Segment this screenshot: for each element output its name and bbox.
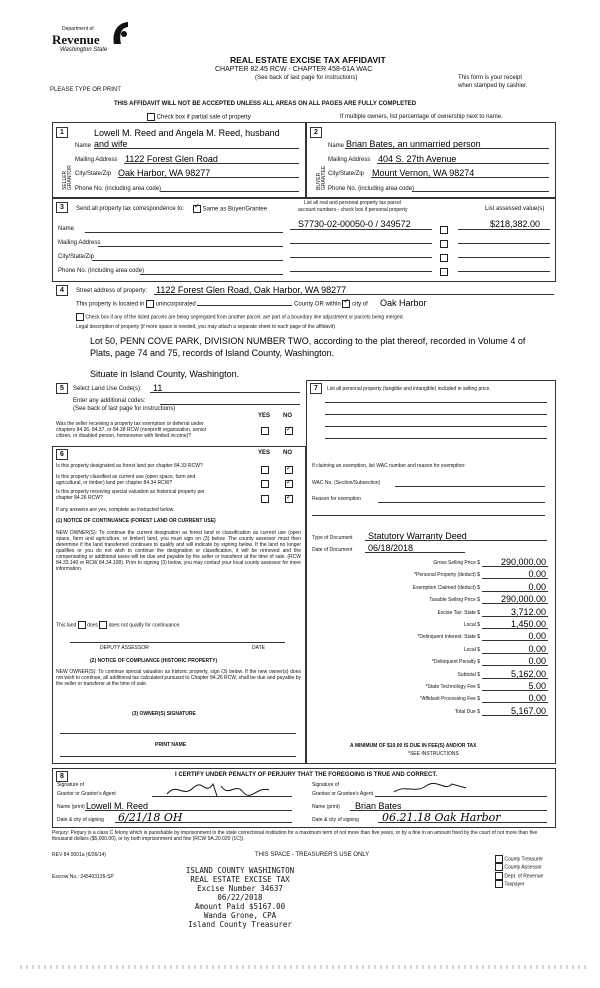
s5-no: NO (283, 413, 292, 419)
section-5-number: 5 (56, 383, 68, 394)
money-value-5[interactable]: 1,450.00 (510, 619, 546, 629)
treasurer-stamp (160, 866, 320, 929)
copy-assessor-label: County Assessor (504, 864, 542, 871)
section-3-number: 3 (56, 202, 68, 213)
money-value-6[interactable]: 0.00 (528, 631, 546, 641)
please-type: PLEASE TYPE OR PRINT (50, 87, 121, 93)
property-city[interactable]: Oak Harbor (380, 298, 427, 308)
grantor-name-label: Name (print) (57, 804, 85, 810)
stamp-line-4: 06/22/2018 (217, 893, 263, 902)
s6-no: NO (283, 450, 292, 456)
grantee-name-label: Name (print) (312, 804, 340, 810)
section-6-number: 6 (56, 449, 68, 460)
money-label-5: Local $ (463, 622, 480, 628)
s6-q2-line1: Is this property classified as current use (open space, farm and (56, 474, 196, 480)
revision-number: REV 84 0001a (6/26/14) (52, 852, 106, 858)
print-name-label: PRINT NAME (155, 742, 187, 748)
grantee-name[interactable]: Brian Bates (355, 801, 402, 811)
section-7-number: 7 (310, 383, 322, 394)
s3-name-label: Name (58, 226, 75, 232)
seller-city[interactable]: Oak Harbor, WA 98277 (118, 168, 211, 178)
parcel-header-2: account numbers - check box if personal property (298, 207, 408, 213)
grantee-date-city[interactable]: 06.21.18 Oak Harbor (382, 811, 501, 824)
buyer-city-label: City/State/Zip (328, 171, 365, 177)
s6-q2-line2: agricultural, or timber) land per chapter 84.34 RCW? (56, 480, 173, 486)
send-correspondence-label: Send all property tax correspondence to: (76, 206, 185, 212)
grantee-signature (392, 780, 472, 798)
same-as-buyer-checkbox[interactable] (193, 205, 201, 213)
money-value-9[interactable]: 5,162.00 (510, 669, 546, 679)
s5-yes: YES (258, 413, 271, 419)
stamp-line-6: Wanda Grone, CPA (203, 911, 277, 920)
s6-q3-line1: Is this property receiving special valuation as historical property per (56, 489, 205, 495)
segregated-checkbox[interactable] (76, 313, 84, 321)
money-value-12[interactable]: 5,167.00 (510, 706, 546, 716)
money-value-4[interactable]: 3,712.00 (510, 607, 546, 617)
personal-property-checkbox-2[interactable] (440, 240, 448, 248)
money-label-2: Exemption Claimed (deduct) $ (412, 585, 480, 591)
stamp-line-2: REAL ESTATE EXCISE TAX (190, 875, 290, 884)
land-qualify-line (56, 621, 181, 629)
buyer-mail[interactable]: 404 S. 27th Avenue (378, 154, 457, 164)
seller-city-label: City/State/Zip (75, 171, 112, 177)
city-of-label: city of (352, 301, 368, 308)
doc-date[interactable]: 06/18/2018 (368, 543, 414, 553)
grantor-date-city[interactable]: 6/21/18 OH (118, 811, 183, 824)
parcel-number[interactable]: S7730-02-00050-0 / 349572 (298, 219, 411, 229)
s6-q2-no-checkbox[interactable] (285, 480, 293, 488)
seller-phone-label: Phone No. (including area code) (75, 186, 162, 192)
money-label-1: *Personal Property (deduct) $ (414, 572, 480, 578)
receipt-line1: This form is your receipt (458, 75, 523, 81)
s6-yes: YES (258, 450, 271, 456)
owner-signature-label: (3) OWNER(S) SIGNATURE (132, 711, 196, 717)
grantor-agent-label: Grantor or Grantor's Agent (57, 791, 116, 797)
money-label-12: Total Due $ (454, 709, 480, 715)
money-value-7[interactable]: 0.00 (528, 644, 546, 654)
s5-q-line2: chapters 84.36, 84.37, or 84.38 RCW (nonprofit organization, senior (56, 427, 207, 433)
copy-dor-label: Dept. of Revenue (504, 872, 544, 879)
doc-type-label: Type of Document (312, 535, 353, 541)
partial-sale-checkbox[interactable] (147, 113, 155, 121)
money-label-3: Taxable Selling Price $ (429, 597, 480, 603)
section-8-number: 8 (56, 771, 68, 782)
logo-line2: Revenue (52, 32, 100, 47)
seller-side-label: SELLER GRANTOR (62, 165, 73, 190)
grantor-signature (165, 780, 275, 800)
deputy-assessor-label: DEPUTY ASSESSOR (100, 645, 149, 651)
copy-assessor-checkbox[interactable] (495, 863, 503, 871)
money-label-8: *Delinquent Penalty $ (431, 659, 480, 665)
money-value-0[interactable]: 290,000.00 (500, 557, 546, 567)
county-or-label: County OR within (294, 301, 341, 308)
does-checkbox[interactable] (78, 621, 86, 629)
grantee-sig-label: Signature of (312, 782, 339, 788)
s5-q-line1: Was the seller receiving a property tax exemption or deferral under (56, 421, 204, 427)
segregated-line (76, 313, 556, 321)
doc-date-label: Date of Document (312, 547, 353, 553)
scan-noise-strip (20, 965, 590, 969)
grantor-date-label: Date & city of signing (57, 817, 104, 823)
s6-q1: Is this property designated as forest land per chapter 84.33 RCW? (56, 463, 203, 469)
doc-type[interactable]: Statutory Warranty Deed (368, 531, 467, 541)
street-label: Street address of property: (76, 288, 148, 294)
same-as-buyer-label: Same as Buyer/Grantee (202, 206, 268, 213)
s5-q-line3: citizen, or disabled person, homeowner with limited income)? (56, 433, 192, 439)
s3-mail-label: Mailing Address (58, 240, 101, 246)
form-title: REAL ESTATE EXCISE TAX AFFIDAVIT (230, 55, 386, 65)
located-line (76, 300, 368, 309)
multiple-owners-note: If multiple owners, list percentage of ownership next to name. (340, 114, 503, 120)
money-value-10[interactable]: 5.00 (528, 681, 546, 691)
s3-city-label: City/State/Zip (58, 254, 95, 260)
does-not-checkbox[interactable] (99, 621, 107, 629)
s6-q3-no-checkbox[interactable] (285, 495, 293, 503)
deputy-date-label: DATE (252, 645, 265, 651)
money-label-4: Excise Tax: State $ (437, 610, 480, 616)
buyer-city[interactable]: Mount Vernon, WA 98274 (372, 168, 475, 178)
see-instructions: *SEE INSTRUCTIONS (408, 751, 459, 757)
s6-q2 (56, 474, 195, 486)
copy-treasurer-checkbox[interactable] (495, 855, 503, 863)
money-label-0: Gross Selling Price $ (433, 560, 480, 566)
treasurer-use-only: THIS SPACE - TREASURER'S USE ONLY (255, 852, 370, 858)
money-label-9: Subtotal $ (457, 672, 480, 678)
segregated-label: Check box if any of the listed parcels are being segregated from another parcel, are part of a boundary line adjustment or parcels being merged. (85, 314, 404, 321)
exemption-claim-label: If claiming an exemption, list WAC number and reason for exemption: (312, 463, 466, 469)
copy-taxpayer-checkbox[interactable] (495, 880, 503, 888)
escrow-number: Escrow No.: 245403135-SP (52, 874, 114, 880)
grantee-agent-label: Grantee or Grantee's Agent (312, 791, 373, 797)
this-land-label: This land (56, 622, 77, 629)
seller-name-line2[interactable]: and wife (94, 139, 128, 149)
partial-sale (147, 113, 251, 122)
buyer-name-label: Name (328, 143, 345, 149)
personal-property-checkbox-3[interactable] (440, 254, 448, 262)
stamp-line-7: Island County Treasurer (188, 920, 292, 929)
notice1-title: (1) NOTICE OF CONTINUANCE (FOREST LAND OR CURRENT USE) (56, 518, 216, 524)
form-see-back: (See back of last page for instructions) (255, 75, 358, 81)
minimum-due: A MINIMUM OF $10.00 IS DUE IN FEE(S) AND/OR TAX (350, 743, 477, 749)
unincorporated-label: unincorporated (155, 301, 196, 308)
same-as-buyer (193, 205, 267, 214)
unincorporated-checkbox[interactable] (146, 300, 154, 308)
seller-mail-label: Mailing Address (75, 157, 118, 163)
notice2-title: (2) NOTICE OF COMPLIANCE (HISTORIC PROPERTY) (90, 658, 218, 664)
personal-property-checkbox-1[interactable] (440, 226, 448, 234)
section-4-number: 4 (56, 285, 68, 296)
money-value-8[interactable]: 0.00 (528, 656, 546, 666)
s6-if-yes: If any answers are yes, complete as instructed below. (56, 507, 175, 513)
s6-q2-yes-checkbox[interactable] (261, 480, 269, 488)
partial-sale-label: Check box if partial sale of property (156, 114, 251, 121)
buyer-name[interactable]: Brian Bates, an unmarried person (346, 139, 481, 149)
grantor-name[interactable]: Lowell M. Reed (86, 801, 149, 811)
money-label-6: *Delinquent Interest: State $ (417, 634, 480, 640)
copy-treasurer-label: County Treasurer (504, 856, 544, 863)
parcel-header-1: List all real and personal property tax parcel (304, 200, 401, 206)
seller-mail[interactable]: 1122 Forest Glen Road (125, 154, 218, 164)
legal-line3[interactable]: Situate in Island County, Washington. (90, 369, 240, 379)
money-label-10: *State Technology Fee $ (425, 684, 480, 690)
money-value-2[interactable]: 0.00 (528, 582, 546, 592)
certify-statement: I CERTIFY UNDER PENALTY OF PERJURY THAT THE FOREGOING IS TRUE AND CORRECT. (175, 772, 438, 778)
section-2-number: 2 (310, 127, 322, 138)
legal-label: Legal description of property (if more space is needed, you may attach a separate sheet to each page of the affidavit) (76, 324, 335, 330)
stamp-line-5: Amount Paid $5167.00 (194, 902, 286, 911)
money-label-11: *Affidavit Processing Fee $ (420, 696, 480, 702)
additional-codes-note: (See back of last page for instructions) (73, 406, 176, 412)
personal-property-label: List all personal property (tangible and intangible) included in selling price. (327, 386, 491, 392)
buyer-phone-label: Phone No. (including area code) (328, 186, 415, 192)
receipt-line2: when stamped by cashier. (458, 83, 528, 89)
logo-line1: Department of (62, 26, 94, 32)
additional-codes-label: Enter any additional codes: (73, 398, 146, 404)
s6-q1-no-checkbox[interactable] (285, 466, 293, 474)
reason-label: Reason for exemption (312, 496, 361, 502)
property-street[interactable]: 1122 Forest Glen Road, Oak Harbor, WA 98277 (156, 285, 347, 295)
land-use-code[interactable]: 11 (153, 383, 163, 393)
copy-dor-checkbox[interactable] (495, 872, 503, 880)
assessed-value[interactable]: $218,382.00 (490, 219, 541, 229)
grantor-sig-label: Signature of (57, 782, 84, 788)
copy-distribution (495, 855, 543, 888)
buyer-mail-label: Mailing Address (328, 157, 371, 163)
land-use-label: Select Land Use Code(s): (73, 386, 142, 392)
notice2-body: NEW OWNER(S): To continue special valuation as historic property, sign (3) below. If the new owner(s) does not wish to continue, all additional tax calculated pursuant to Chapter 84.26 RCW, shall be due and payable by the seller or transferor at the time of sale. (56, 669, 301, 687)
does-not-label: does not qualify for continuance. (108, 622, 181, 629)
copy-taxpayer-label: Taxpayer (504, 881, 525, 888)
s3-phone-label: Phone No. (including area code) (58, 268, 145, 274)
assessed-header: List assessed value(s) (485, 206, 545, 212)
buyer-side-label: BUYER GRANTEE (316, 165, 327, 190)
stamp-line-1: ISLAND COUNTY WASHINGTON (185, 866, 295, 875)
s6-q3-yes-checkbox[interactable] (261, 495, 269, 503)
s5-question (56, 421, 256, 439)
wac-label: WAC No. (Section/Subsection) (312, 480, 381, 486)
notice1-body: NEW OWNER(S): To continue the current designation as forest land or classification as current use (open space, farm and agriculture, or timber) land, you must sign on (3) below. The county assessor must then determine if the land transferred continues to qualify and will indicate by signing below. If the land no longer qualifies or you do not wish to continue the designation or classification, it will be removed and the compensating or additional taxes will be due and payable by the seller or transferor at the time of sale. (RCW 84.33.140 or RCW 84.34.108). Prior to signing (3) below, you may contact your local county assessor for more information. (56, 530, 301, 572)
grantee-date-label: Date & city of signing (312, 817, 359, 823)
s6-q3 (56, 489, 205, 501)
section-1-number: 1 (56, 127, 68, 138)
money-value-11[interactable]: 0.00 (528, 693, 546, 703)
logo-line3: Washington State (60, 47, 108, 53)
seller-name-line1[interactable]: Lowell M. Reed and Angela M. Reed, husband (94, 128, 280, 138)
legal-line2[interactable]: Plats, page 74 and 75, records of Island County, Washington. (90, 348, 335, 358)
perjury-notice: Perjury: Perjury is a class C felony which is punishable by imprisonment in the state correctional institution for a maximum term of not more than five years, or by a fine in an amount fixed by the court of not more than five thousand dollars ($5,000.00), or by both imprisonment and fine (RCW 9A.20.020 (1C)). (52, 830, 538, 842)
stamp-line-3: Excise Number 34637 (197, 884, 283, 893)
does-label: does (87, 622, 98, 629)
money-value-1[interactable]: 0.00 (528, 569, 546, 579)
s5-yes-checkbox[interactable] (261, 427, 269, 435)
form-chapter: CHAPTER 82.45 RCW - CHAPTER 458-61A WAC (215, 66, 373, 73)
warning-banner: THIS AFFIDAVIT WILL NOT BE ACCEPTED UNLESS ALL AREAS ON ALL PAGES ARE FULLY COMPLETED (114, 101, 417, 107)
logo-emblem-icon (110, 20, 132, 46)
s5-no-checkbox[interactable] (285, 427, 293, 435)
money-label-7: Local $ (463, 647, 480, 653)
located-label: This property is located in (76, 301, 145, 308)
s6-q1-yes-checkbox[interactable] (261, 466, 269, 474)
seller-name-label: Name (75, 143, 92, 149)
city-of-checkbox[interactable] (342, 300, 350, 308)
money-value-3[interactable]: 290,000.00 (500, 594, 546, 604)
personal-property-checkbox-4[interactable] (440, 268, 448, 276)
s6-q3-line2: chapter 84.26 RCW? (56, 495, 103, 501)
legal-line1[interactable]: Lot 50, PENN COVE PARK, DIVISION NUMBER TWO, according to the plat thereof, recorded in Volume 4 of (90, 336, 526, 346)
dor-logo (52, 20, 132, 70)
